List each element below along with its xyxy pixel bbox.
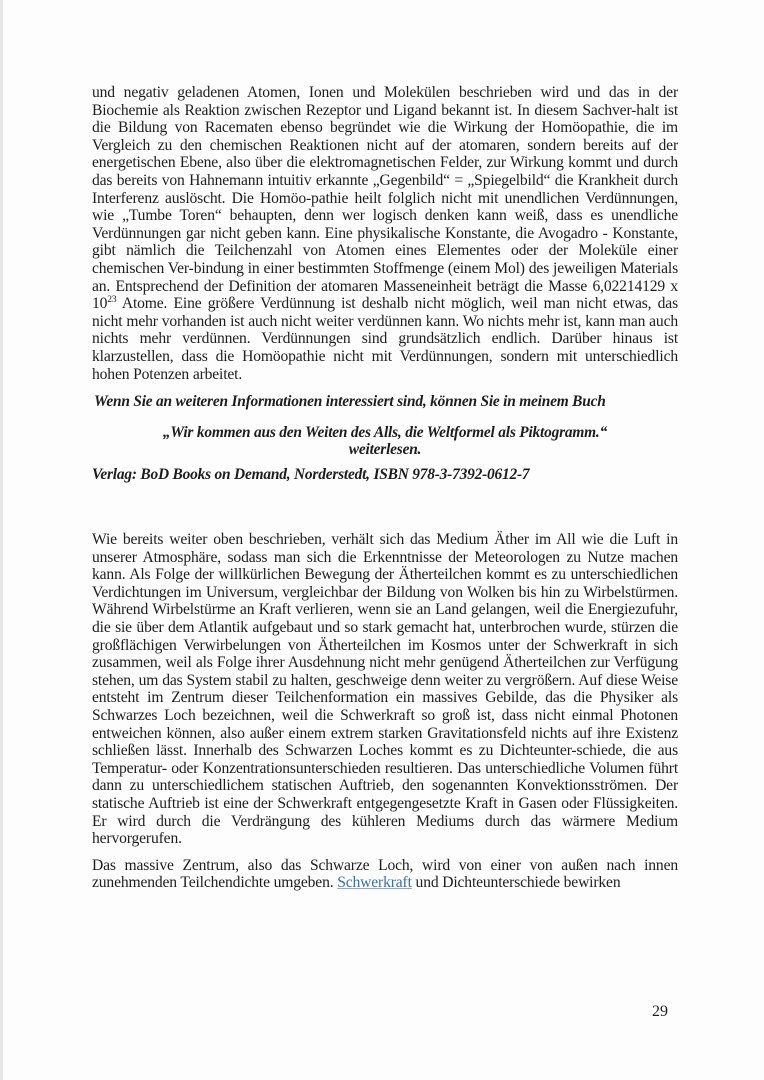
paragraph-text: Atome. Eine größere Verdünnung ist deshalb nicht möglich, weil man nicht etwas, das nicht mehr vorhanden ist auch nicht weiter verdünnen kann. Wo nichts mehr ist, kann man auch nichts mehr verdünnen. Verdünnungen sind grundsätzlich endlich. Darüber hinaus ist klarzustellen, dass die Homöopathie nicht mit Verdünnungen, sondern mit unterschiedlich hohen Potenzen arbeitet. xyxy=(92,295,678,383)
promo-continue: weiterlesen. xyxy=(348,441,422,459)
book-promo xyxy=(92,393,678,483)
exponent: 23 xyxy=(107,295,117,306)
section-black-hole xyxy=(92,531,678,892)
book-title: „Wir kommen aus den Weiten des Alls, die Weltformel als Piktogramm.“ xyxy=(162,424,608,442)
paragraph-text: und Dichteunterschiede bewirken xyxy=(411,874,621,892)
promo-intro: Wenn Sie an weiteren Informationen interessiert sind, können Sie in meinem Buch xyxy=(94,393,606,411)
schwerkraft-link[interactable]: Schwerkraft xyxy=(337,874,412,892)
paragraph-text: und negativ geladenen Atomen, Ionen und Molekülen beschrieben wird und das in der Biochemie als Reaktion zwischen Rezeptor und Ligand bekannt ist. In diesem Sachver-halt ist die Bildung von Racematen ebenso begründet wie die Wirkung der Homöopathie, die im Vergleich zu den chemischen Reaktionen nicht auf der atomaren, sondern bereits auf der energetischen Ebene, also über die elektromagnetischen Felder, zur Wirkung kommt und durch das bereits von Hahnemann intuitiv erkannte „Gegenbild“ = „Spiegelbild“ die Krankheit durch Interferenz auslöscht. Die Homöo-pathie heilt folglich nicht mit unendlichen Verdünnungen, wie „Tumbe Toren“ behaupten, denn wer logisch denken kann weiß, dass es unendliche Verdünnungen gar nicht geben kann. Eine physikalische Konstante, die Avogadro - Konstante, gibt nämlich die Teilchenzahl von Atomen eines Elementes oder der Moleküle einer chemischen Ver-bindung in einer bestimmten Stoffmenge (einem Mol) des jeweiligen Materials an. Entsprechend der Definition der atomaren Masseneinheit beträgt die Masse 6,02214129 x 10 xyxy=(92,84,678,313)
publisher-info: Verlag: BoD Books on Demand, Norderstedt, ISBN 978-3-7392-0612-7 xyxy=(92,466,530,484)
paragraph-center xyxy=(92,857,678,892)
page-content xyxy=(92,84,678,892)
paragraph-homeopathy xyxy=(92,84,678,383)
page-number: 29 xyxy=(652,1003,668,1020)
paragraph-ether: Wie bereits weiter oben beschrieben, verhält sich das Medium Äther im All wie die Luft in unserer Atmosphäre, sodass man sich die Erkenntnisse der Meteorologen zu Nutze machen kann. Als Folge der willkürlichen Bewegung der Ätherteilchen kommt es zu unterschiedlichen Verdichtungen im Universum, vergleichbar der Bildung von Wolken bis hin zu Wirbelstürmen. Während Wirbelstürme an Kraft verlieren, wenn sie an Land gelangen, weil die Energiezufuhr, die sie über dem Atlantik aufgebaut und so stark gemacht hat, unterbrochen wurde, stürzen die großflächigen Verwirbelungen von Ätherteilchen im Kosmos unter der Schwerkraft in sich zusammen, weil als Folge ihrer Ausdehnung nicht mehr genügend Ätherteilchen zur Verfügung stehen, um das System stabil zu halten, geschweige denn weiter zu vergrößern. Auf diese Weise entsteht im Zentrum dieser Teilchenformation ein massives Gebilde, das die Physiker als Schwarzes Loch bezeichnen, weil die Schwerkraft so groß ist, dass nicht einmal Photonen entweichen können, also außer einem extrem starken Gravitationsfeld nichts auf ihre Existenz schließen lässt. Innerhalb des Schwarzen Loches kommt es zu Dichteunter-schiede, die aus Temperatur- oder Konzentrationsunterschieden resultieren. Das unterschiedliche Volumen führt dann zu unterschiedlichem statischen Auftrieb, den sogenannten Konvektionsströmen. Der statische Auftrieb ist eine der Schwerkraft entgegengesetzte Kraft in Gasen oder Flüssigkeiten. Er wird durch die Verdrängung des kühleren Mediums durch das wärmere Medium hervorgerufen. xyxy=(92,531,678,848)
page-edge xyxy=(0,0,3,1080)
paragraph-text: Das massive Zentrum, also das Schwarze Loch, wird von einer von außen nach innen zunehmenden Teilchendichte umgeben. xyxy=(92,856,678,892)
